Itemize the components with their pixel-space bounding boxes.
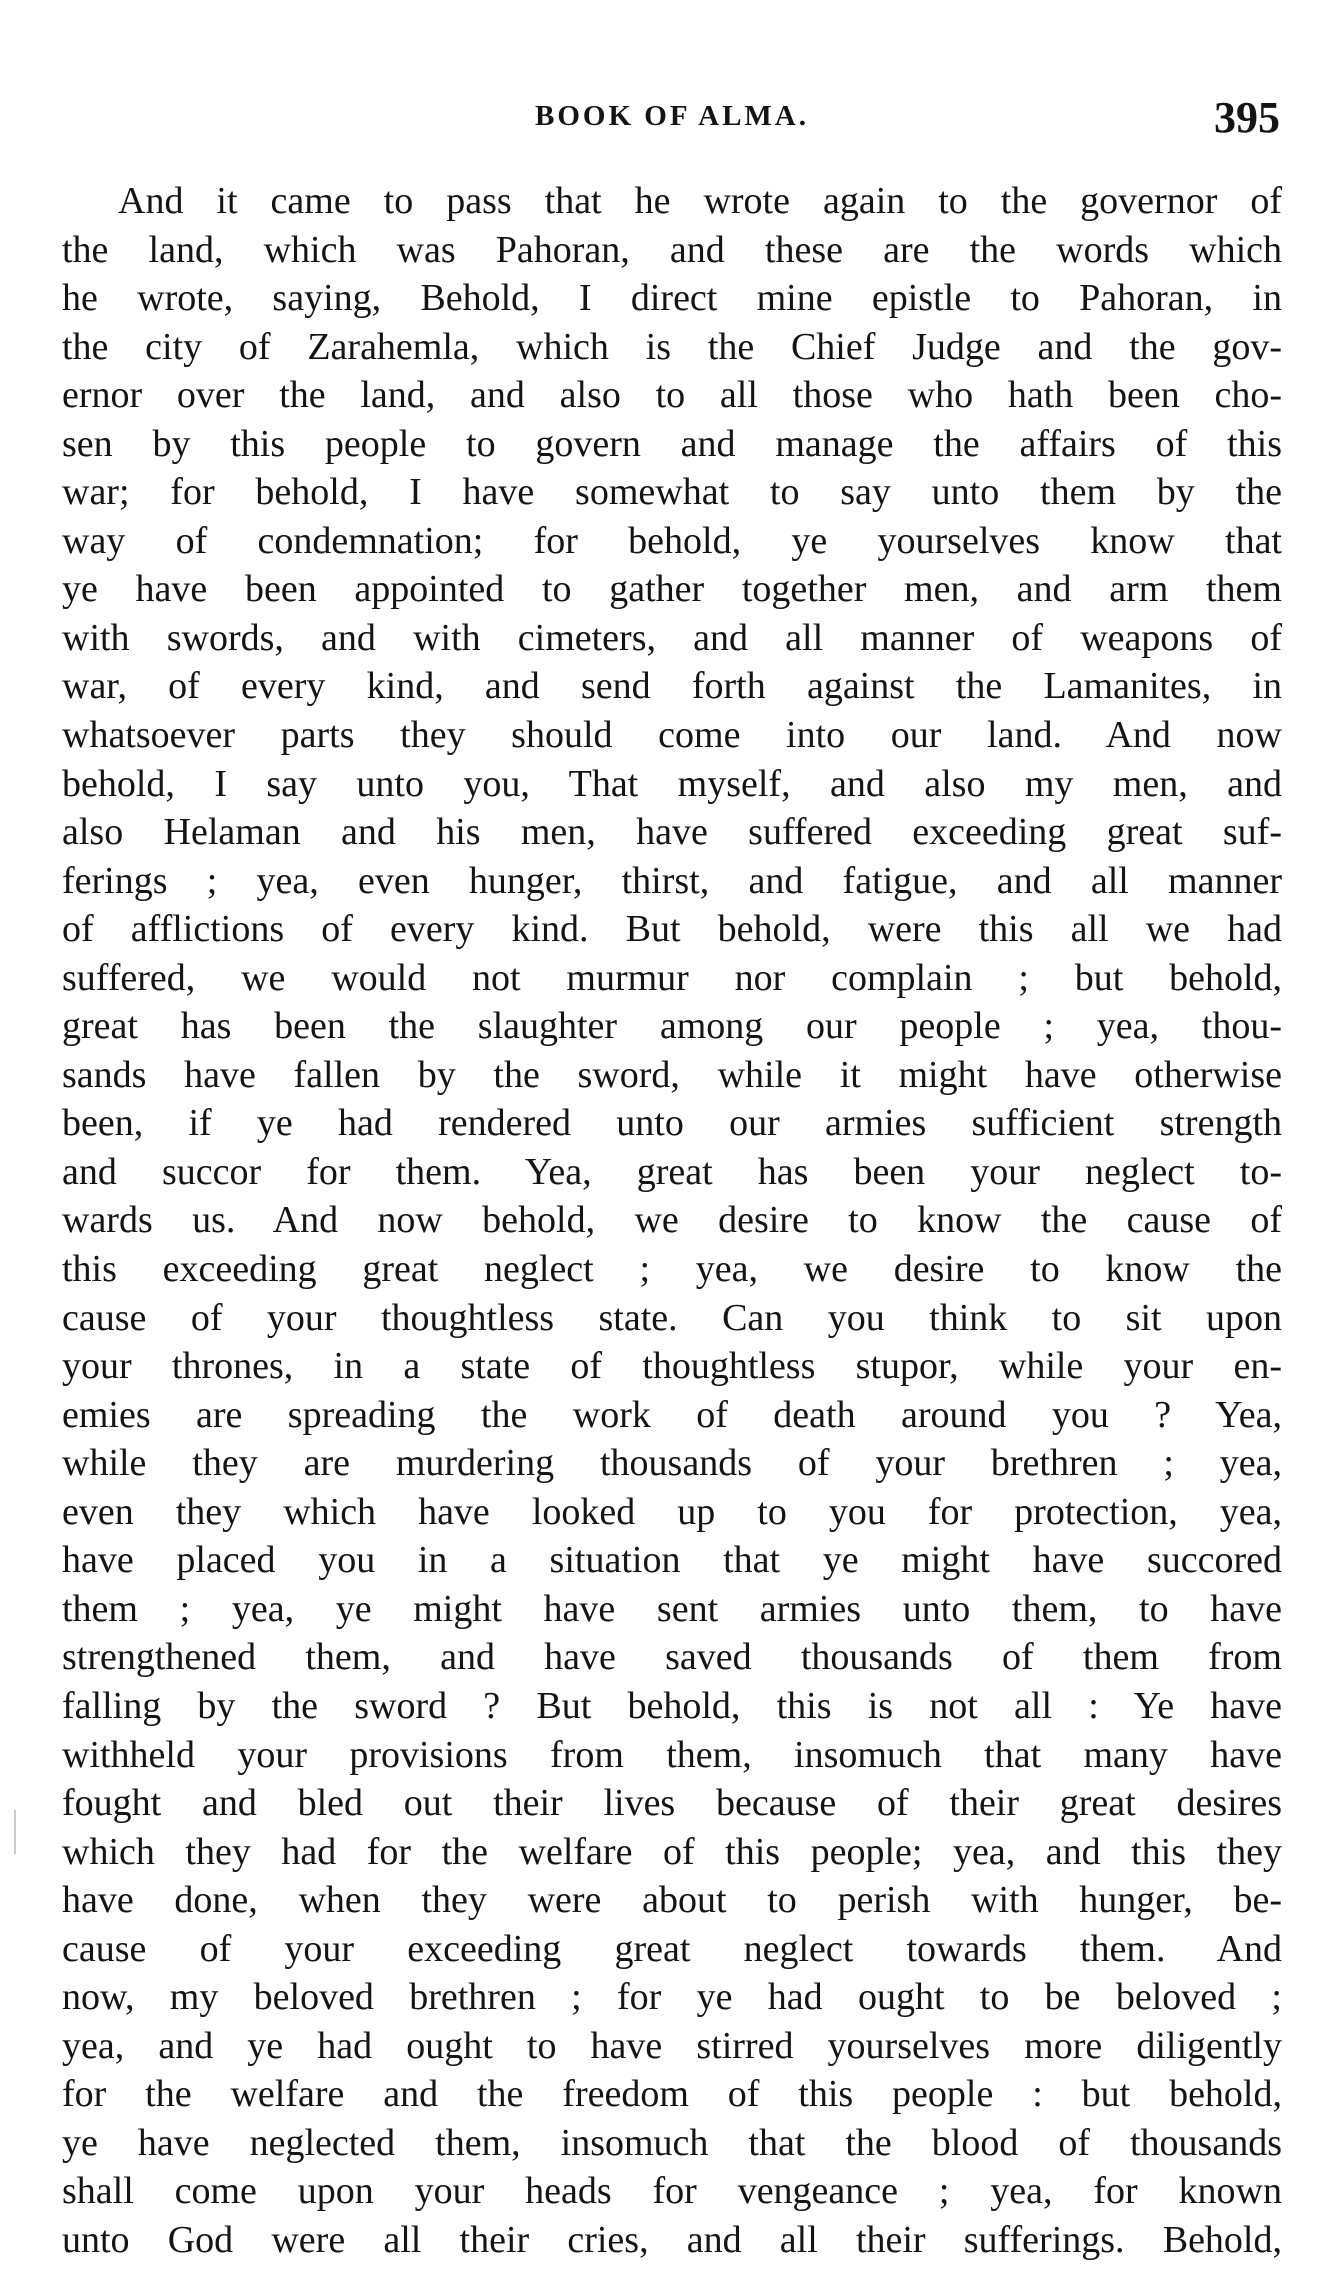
text-line: ye have neglected them, insomuch that the blood of thousands <box>62 2121 1282 2164</box>
text-line: sands have fallen by the sword, while it might have otherwise <box>62 1053 1282 1096</box>
text-line: which they had for the welfare of this people; yea, and this they <box>62 1830 1282 1873</box>
text-line: emies are spreading the work of death around you ? Yea, <box>62 1393 1282 1436</box>
text-line: withheld your provisions from them, insomuch that many have <box>62 1733 1282 1776</box>
text-line: ernor over the land, and also to all those who hath been cho- <box>62 374 1282 417</box>
text-line: even they which have looked up to you for protection, yea, <box>62 1490 1282 1533</box>
text-line: behold, I say unto you, That myself, and also my men, and <box>62 762 1282 805</box>
text-line: falling by the sword ? But behold, this is not all : Ye have <box>62 1684 1282 1727</box>
text-line: great has been the slaughter among our people ; yea, thou- <box>62 1005 1282 1048</box>
margin-mark <box>14 1810 16 1854</box>
text-line: have done, when they were about to perish with hunger, be- <box>62 1879 1282 1922</box>
text-line: the land, which was Pahoran, and these are the words which <box>62 228 1282 271</box>
running-head <box>0 92 1344 142</box>
text-line: suffered, we would not murmur nor complain ; but behold, <box>62 956 1282 999</box>
text-line: And it came to pass that he wrote again to the governor of <box>118 180 1282 222</box>
text-line: ye have been appointed to gather together men, and arm them <box>62 568 1282 611</box>
text-line: with swords, and with cimeters, and all manner of weapons of <box>62 616 1282 659</box>
text-line: shall come upon your heads for vengeance ; yea, for known <box>62 2170 1282 2213</box>
running-title: BOOK OF ALMA. <box>535 100 809 132</box>
page-number: 395 <box>1214 93 1280 142</box>
text-line: he wrote, saying, Behold, I direct mine epistle to Pahoran, in <box>62 277 1282 320</box>
text-line: war; for behold, I have somewhat to say unto them by the <box>62 471 1282 514</box>
text-line: sen by this people to govern and manage the affairs of this <box>62 422 1282 465</box>
text-line: unto God were all their cries, and all their sufferings. Behold, <box>62 2218 1282 2261</box>
text-line: fought and bled out their lives because of their great desires <box>62 1782 1282 1825</box>
body-text <box>62 177 1282 2265</box>
text-line: also Helaman and his men, have suffered exceeding great suf- <box>62 811 1282 854</box>
text-line: have placed you in a situation that ye might have succored <box>62 1539 1282 1582</box>
text-line: way of condemnation; for behold, ye yourselves know that <box>62 519 1282 562</box>
text-line: now, my beloved brethren ; for ye had ought to be beloved ; <box>62 1976 1282 2019</box>
text-line: the city of Zarahemla, which is the Chief Judge and the gov- <box>62 325 1282 368</box>
text-line: strengthened them, and have saved thousands of them from <box>62 1636 1282 1679</box>
text-line: and succor for them. Yea, great has been your neglect to- <box>62 1150 1282 1193</box>
text-line: cause of your exceeding great neglect towards them. And <box>62 1927 1282 1970</box>
text-line: for the welfare and the freedom of this people : but behold, <box>62 2073 1282 2116</box>
text-line: cause of your thoughtless state. Can you think to sit upon <box>62 1296 1282 1339</box>
text-line: of afflictions of every kind. But behold, were this all we had <box>62 908 1282 951</box>
text-line: been, if ye had rendered unto our armies sufficient strength <box>62 1102 1282 1145</box>
text-line: whatsoever parts they should come into our land. And now <box>62 714 1282 757</box>
text-line: ferings ; yea, even hunger, thirst, and fatigue, and all manner <box>62 859 1282 902</box>
text-line: this exceeding great neglect ; yea, we desire to know the <box>62 1248 1282 1291</box>
text-line: them ; yea, ye might have sent armies unto them, to have <box>62 1587 1282 1630</box>
text-line: your thrones, in a state of thoughtless stupor, while your en- <box>62 1345 1282 1388</box>
text-line: while they are murdering thousands of your brethren ; yea, <box>62 1442 1282 1485</box>
text-line: wards us. And now behold, we desire to know the cause of <box>62 1199 1282 1242</box>
text-line: yea, and ye had ought to have stirred yourselves more diligently <box>62 2024 1282 2067</box>
text-line: war, of every kind, and send forth against the Lamanites, in <box>62 665 1282 708</box>
